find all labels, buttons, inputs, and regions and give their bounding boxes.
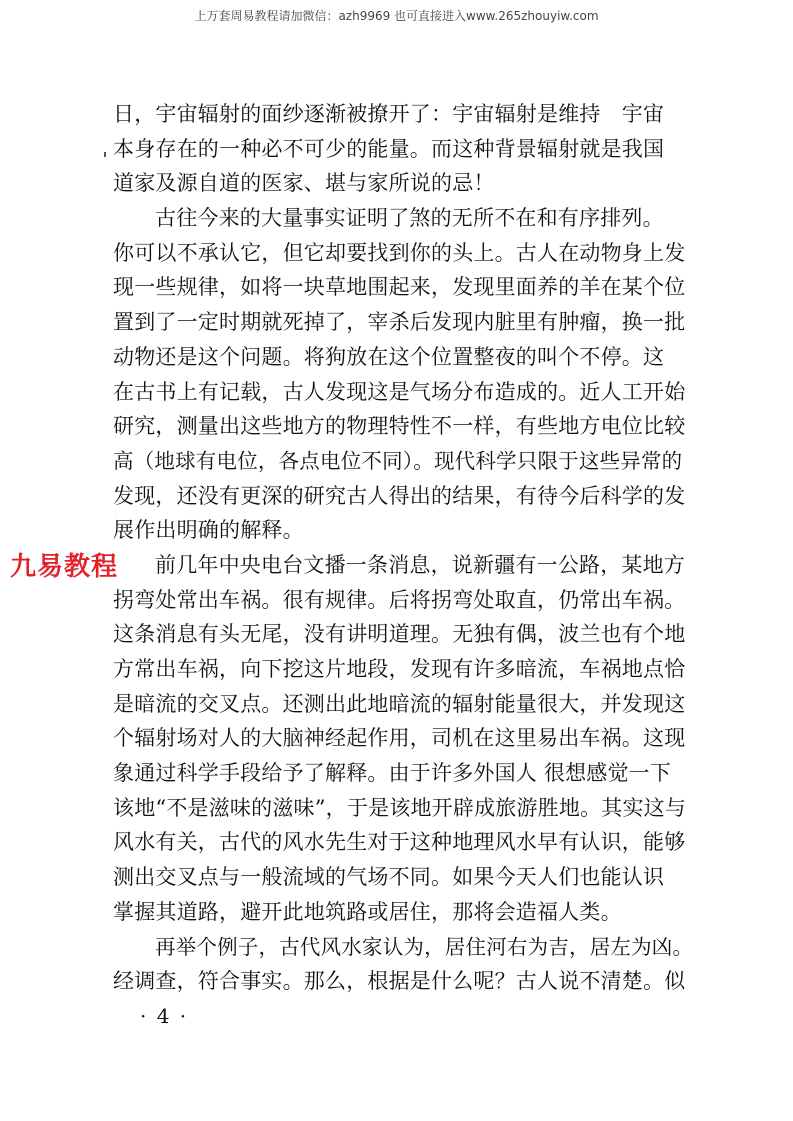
paragraph-start-line: 古往今来的大量事实证明了煞的无所不在和有序排列。 (155, 206, 664, 231)
text-line: 这条消息有头无尾，没有讲明道理。无独有偶，波兰也有个地 (113, 622, 686, 647)
page-number: · 4 · (140, 1004, 189, 1028)
text-line: 发现，还没有更深的研究古人得出的结果，有待今后科学的发 (113, 483, 686, 508)
text-line: 风水有关，古代的风水先生对于这种地理风水早有认识，能够 (113, 830, 686, 855)
text-line: 动物还是这个问题。将狗放在这个位置整夜的叫个不停。这 (113, 344, 665, 369)
text-line: 研究，测量出这些地方的物理特性不一样，有些地方电位比较 (113, 414, 686, 439)
text-line: 个辐射场对人的大脑神经起作用，司机在这里易出车祸。这现 (113, 726, 686, 751)
text-line: 是暗流的交叉点。还测出此地暗流的辐射能量很大，并发现这 (113, 691, 686, 716)
text-line: 日，宇宙辐射的面纱逐渐被撩开了：宇宙辐射是维持 宇宙 (113, 102, 665, 126)
watermark-logo: 九易教程 (10, 552, 119, 582)
text-line: 置到了一定时期就死掉了，宰杀后发现内脏里有肿瘤，换一批 (113, 310, 686, 335)
text-line: 本身存在的一种必不可少的能量。而这种背景辐射就是我国 (113, 136, 665, 161)
text-line: 拐弯处常出车祸。很有规律。后将拐弯处取直，仍常出车祸。 (113, 587, 686, 612)
text-line: 测出交叉点与一般流域的气场不同。如果今天人们也能认识 (113, 865, 665, 890)
text-line: 道家及源自道的医家、堪与家所说的忌！ (113, 171, 495, 196)
text-line: 高（地球有电位，各点电位不同）。现代科学只限于这些异常的 (113, 448, 683, 473)
page-body-text (113, 97, 693, 999)
text-line: 掌握其道路，避开此地筑路或居住，那将会造福人类。 (113, 899, 622, 924)
text-line: 方常出车祸，向下挖这片地段，发现有许多暗流，车祸地点恰 (113, 657, 686, 681)
paragraph-start-line: 再举个例子，古代风水家认为，居住河右为吉，居左为凶。 (155, 934, 694, 959)
text-line: 展作出明确的解释。 (113, 518, 304, 543)
text-line: 经调查，符合事实。那么，根据是什么呢？古人说不清楚。似 (113, 969, 686, 994)
text-line: 现一些规律，如将一块草地围起来，发现里面养的羊在某个位 (113, 275, 686, 300)
text-line: 你可以不承认它，但它却要找到你的头上。古人在动物身上发 (113, 240, 686, 265)
text-line: 象通过科学手段给予了解释。由于许多外国人 很想感觉一下 (113, 761, 672, 786)
paragraph-start-line: 前几年中央电台文播一条消息，说新疆有一公路，某地方 (155, 552, 685, 577)
text-line: 该地“不是滋味的滋味”，于是该地开辟成旅游胜地。其实这与 (113, 795, 687, 820)
text-line: 在古书上有记载，古人发现这是气场分布造成的。近人工开始 (113, 379, 686, 404)
header-promo-note: 上万套周易教程请加微信：azh9969 也可直接进入www.265zhouyiw.com (194, 9, 599, 23)
scan-speck (104, 152, 106, 157)
